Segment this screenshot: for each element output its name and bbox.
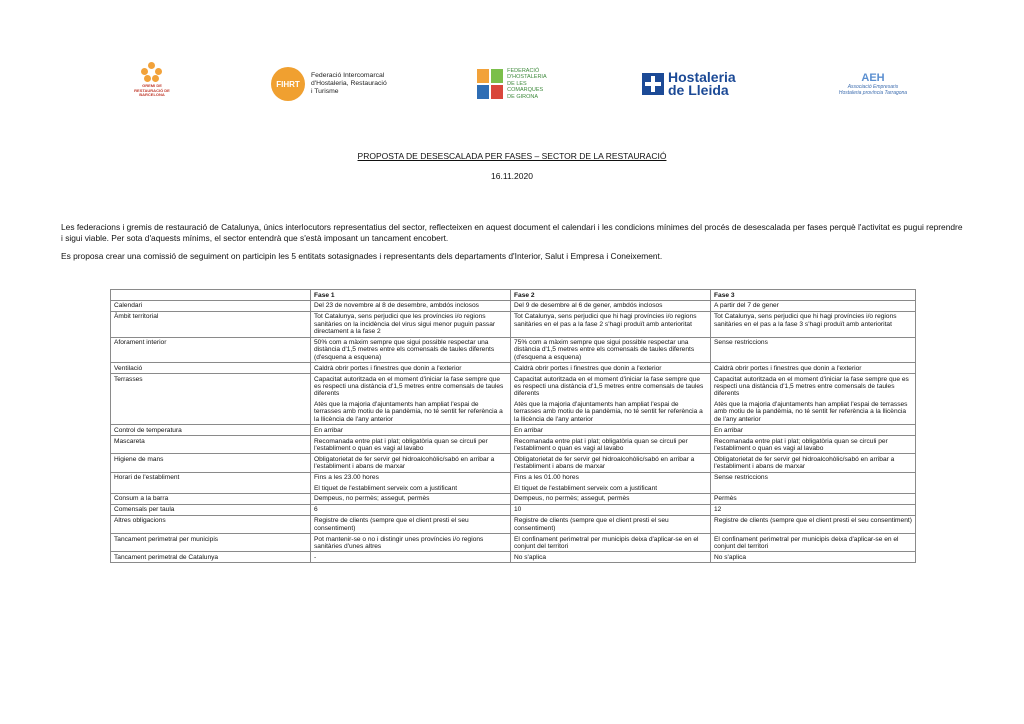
- lleida-logo-text: [668, 71, 736, 97]
- row-label: Comensals per taula: [111, 504, 311, 515]
- phases-table: [110, 289, 916, 563]
- cell-fase-2: El confinament perimetral per municipis deixa d'aplicar-se en el conjunt del territori: [511, 534, 711, 552]
- table-row: [111, 363, 916, 374]
- fihrt-line2: d'Hostaleria, Restauració: [311, 80, 387, 87]
- row-label: Mascareta: [111, 436, 311, 454]
- cell-fase-2: [511, 472, 711, 493]
- cell-fase-2: No s'aplica: [511, 552, 711, 563]
- table-row: [111, 552, 916, 563]
- aeh-line2: Hostaleria província Tarragona: [838, 90, 908, 96]
- cell-fase-1: Dempeus, no permès; assegut, permès: [311, 493, 511, 504]
- cell-fase-3: Permès: [711, 493, 916, 504]
- aeh-logo: [828, 62, 918, 106]
- cell-fase-1: -: [311, 552, 511, 563]
- row-label: Tancament perimetral per municipis: [111, 534, 311, 552]
- table-row: [111, 504, 916, 515]
- gremi-restauracio-logo: [132, 62, 172, 106]
- document-title: PROPOSTA DE DESESCALADA PER FASES – SECTOR DE LA RESTAURACIÓ: [357, 151, 667, 161]
- girona-tiles-icon: [477, 69, 503, 99]
- cell-fase-2: [511, 374, 711, 425]
- cell-fase-1: Caldrà obrir portes i finestres que donin a l'exterior: [311, 363, 511, 374]
- cell-fase-1: Recomanada entre plat i plat; obligatòria quan se circuli per l'establiment o quan es vagi al lavabo: [311, 436, 511, 454]
- cell-fase-2: Obligatorietat de fer servir gel hidroalcohòlic/sabó en arribar a l'establiment i abans de marxar: [511, 454, 711, 472]
- intro-paragraph-1: Les federacions i gremis de restauració de Catalunya, únics interlocutors representatius del sector, reflecteixen en aquest document el calendari i les condicions mínimes del procés de desescalada per fases perquè l'activitat es pugui reprendre i sigui viable. Per sota d'aquests mínims, el sector entendrà que s'està imposant un tancament encobert.: [61, 222, 963, 243]
- girona-logo-text: [507, 68, 557, 101]
- cell-fase-3: Obligatorietat de fer servir gel hidroalcohòlic/sabó en arribar a l'establiment i abans de marxar: [711, 454, 916, 472]
- cell-fase-1: En arribar: [311, 425, 511, 436]
- cell-paragraph: Capacitat autoritzada en el moment d'iniciar la fase sempre que es respecti una distància d'1,5 metres entre comensals de taules diferents: [514, 375, 704, 398]
- row-label: Calendari: [111, 300, 311, 311]
- cell-fase-2: En arribar: [511, 425, 711, 436]
- cell-fase-2: Registre de clients (sempre que el client presti el seu consentiment): [511, 515, 711, 533]
- girona-line2: D'HOSTALERIA: [507, 74, 547, 81]
- row-label: Ventilació: [111, 363, 311, 374]
- aeh-line1: Associació Empresaris: [847, 84, 899, 90]
- table-row: [111, 337, 916, 363]
- cell-fase-1: [311, 472, 511, 493]
- cell-fase-3: Sense restriccions: [711, 472, 916, 493]
- cell-paragraph: Fins a les 01.00 hores: [514, 474, 579, 482]
- cell-fase-3: A partir del 7 de gener: [711, 300, 916, 311]
- document-date: 16.11.2020: [491, 171, 533, 181]
- row-label: Àmbit territorial: [111, 311, 311, 337]
- lleida-line1: Hostaleria: [668, 69, 736, 85]
- fihrt-line1: Federació Intercomarcal: [311, 72, 385, 79]
- table-row: [111, 425, 916, 436]
- girona-line1: FEDERACIÓ: [507, 67, 540, 74]
- table-row: [111, 300, 916, 311]
- cell-paragraph: El tiquet de l'establiment serveix com a justificant: [314, 484, 458, 492]
- cell-fase-2: Caldrà obrir portes i finestres que donin a l'exterior: [511, 363, 711, 374]
- cell-paragraph: Capacitat autoritzada en el moment d'iniciar la fase sempre que es respecti una distància d'1,5 metres entre comensals de taules diferents: [314, 375, 504, 398]
- cell-fase-1: Pot mantenir-se o no i distingir unes províncies i/o regions sanitàries d'unes altres: [311, 534, 511, 552]
- row-label: Consum a la barra: [111, 493, 311, 504]
- cell-paragraph: Atès que la majoria d'ajuntaments han ampliat l'espai de terrasses amb motiu de la pandèmia, no té sentit fer referència a la llicència de l'any anterior: [314, 400, 503, 423]
- fihrt-logo: [271, 62, 401, 106]
- table-row: [111, 374, 916, 425]
- row-label: Control de temperatura: [111, 425, 311, 436]
- table-header-fase-3: Fase 3: [711, 290, 916, 301]
- lleida-line2: de Lleida: [668, 82, 729, 98]
- fihrt-line3: i Turisme: [311, 88, 339, 95]
- cell-fase-2: Recomanada entre plat i plat; obligatòria quan se circuli per l'establiment o quan es vagi al lavabo: [511, 436, 711, 454]
- cell-paragraph: Atès que la majoria d'ajuntaments han ampliat l'espai de terrasses amb motiu de la pandèmia, no té sentit fer referència a la llicència de l'any anterior: [714, 400, 908, 423]
- table-header-fase-1: Fase 1: [311, 290, 511, 301]
- cell-fase-1: Tot Catalunya, sens perjudici que les províncies i/o regions sanitàries on la incidència del virus sigui menor puguin passar directament a la fase 2: [311, 311, 511, 337]
- cell-fase-1: Registre de clients (sempre que el client presti el seu consentiment): [311, 515, 511, 533]
- cell-fase-3: En arribar: [711, 425, 916, 436]
- table-row: [111, 493, 916, 504]
- cell-fase-1: Obligatorietat de fer servir gel hidroalcohòlic/sabó en arribar a l'establiment i abans de marxar: [311, 454, 511, 472]
- table-header-row: [111, 290, 916, 301]
- hostaleria-lleida-logo: [642, 62, 772, 106]
- cell-fase-3: Recomanada entre plat i plat; obligatòria quan se circuli per l'establiment o quan es vagi al lavabo: [711, 436, 916, 454]
- cross-icon: [642, 73, 664, 95]
- cell-fase-3: Sense restriccions: [711, 337, 916, 363]
- cell-fase-2: Dempeus, no permès; assegut, permès: [511, 493, 711, 504]
- row-label: Altres obligacions: [111, 515, 311, 533]
- logo-bar: [0, 62, 1024, 106]
- table-header-empty: [111, 290, 311, 301]
- girona-line3: DE LES COMARQUES: [507, 80, 544, 94]
- cell-fase-3: El confinament perimetral per municipis deixa d'aplicar-se en el conjunt del territori: [711, 534, 916, 552]
- cell-paragraph: Fins a les 23.00 hores: [314, 474, 379, 482]
- table-row: [111, 454, 916, 472]
- cell-fase-2: Del 9 de desembre al 6 de gener, ambdós inclosos: [511, 300, 711, 311]
- cell-fase-1: 50% com a màxim sempre que sigui possible respectar una distància d'1,5 metres entre els comensals de taules diferents (d'esquena a esquena): [311, 337, 511, 363]
- table-row: [111, 472, 916, 493]
- girona-line4: DE GIRONA: [507, 93, 539, 100]
- cell-fase-3: Tot Catalunya, sens perjudici que hi hagi províncies i/o regions sanitàries en el pas a la fase 3 s'hagi produït amb anterioritat: [711, 311, 916, 337]
- girona-federacio-logo: [477, 62, 557, 106]
- table-row: [111, 534, 916, 552]
- row-label: Terrasses: [111, 374, 311, 425]
- cell-fase-2: Tot Catalunya, sens perjudici que hi hagi províncies i/o regions sanitàries en el pas a la fase 2 s'hagi produït amb anterioritat: [511, 311, 711, 337]
- gremi-logo-text: GREMI DE RESTAURACIÓ DE BARCELONA: [134, 83, 170, 98]
- row-label: Tancament perimetral de Catalunya: [111, 552, 311, 563]
- cell-paragraph: Capacitat autoritzada en el moment d'iniciar la fase sempre que es respecti una distància d'1,5 metres entre comensals de taules diferents: [714, 375, 909, 398]
- cell-fase-3: 12: [711, 504, 916, 515]
- row-label: Aforament interior: [111, 337, 311, 363]
- cell-fase-2: 10: [511, 504, 711, 515]
- cell-fase-1: Del 23 de novembre al 8 de desembre, ambdós inclosos: [311, 300, 511, 311]
- intro-paragraph-2: Es proposa crear una comissió de seguiment on participin les 5 entitats sotasignades i representants dels departaments d'Interior, Salut i Empresa i Coneixement.: [61, 251, 663, 261]
- cell-paragraph: Atès que la majoria d'ajuntaments han ampliat l'espai de terrasses amb motiu de la pandèmia, no té sentit fer referència a la llicència de l'any anterior: [514, 400, 703, 423]
- row-label: Horari de l'establiment: [111, 472, 311, 493]
- table-header-fase-2: Fase 2: [511, 290, 711, 301]
- cell-fase-3: No s'aplica: [711, 552, 916, 563]
- cell-fase-1: [311, 374, 511, 425]
- aeh-mark: AEH: [861, 72, 885, 84]
- row-label: Higiene de mans: [111, 454, 311, 472]
- fihrt-mark: FIHRT: [271, 67, 305, 101]
- cell-paragraph: El tiquet de l'establiment serveix com a justificant: [514, 484, 658, 492]
- table-row: [111, 311, 916, 337]
- table-row: [111, 515, 916, 533]
- cell-fase-3: Registre de clients (sempre que el client presti el seu consentiment): [711, 515, 916, 533]
- cell-fase-2: 75% com a màxim sempre que sigui possible respectar una distància d'1,5 metres entre els comensals de taules diferents (d'esquena a esquena): [511, 337, 711, 363]
- table-row: [111, 436, 916, 454]
- fihrt-logo-text: [311, 72, 387, 96]
- cell-fase-3: Caldrà obrir portes i finestres que donin a l'exterior: [711, 363, 916, 374]
- cell-fase-3: [711, 374, 916, 425]
- gremi-flower-icon: [141, 62, 163, 82]
- cell-fase-1: 6: [311, 504, 511, 515]
